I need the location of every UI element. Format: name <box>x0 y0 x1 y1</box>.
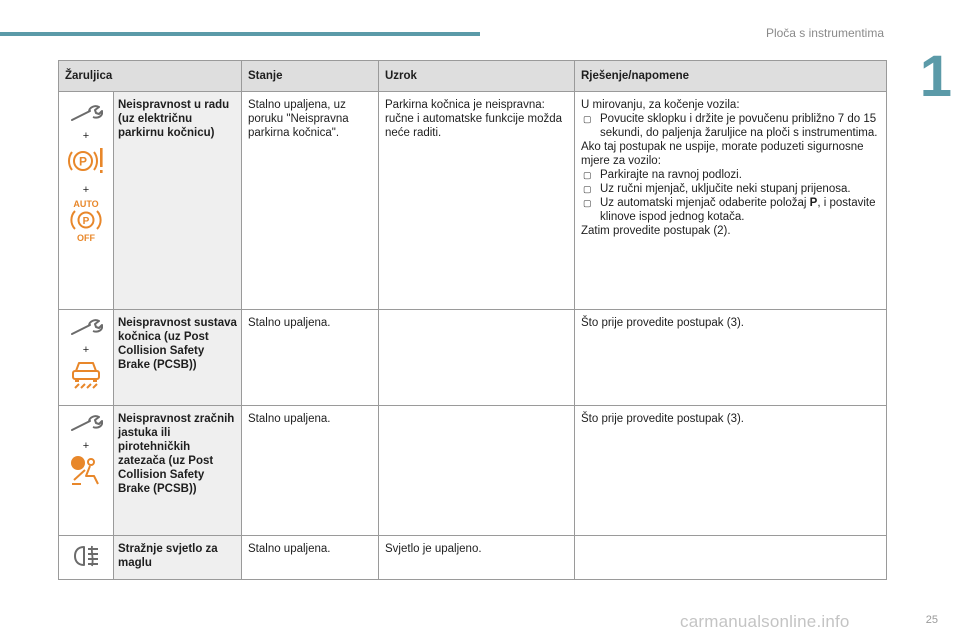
brake-warning-icon <box>67 144 105 182</box>
icon-cell <box>59 92 114 310</box>
cause-text: Svjetlo je upaljeno. <box>379 536 575 580</box>
safety-steps <box>581 168 880 224</box>
solution-intro: U mirovanju, za kočenje vozila: <box>581 99 740 111</box>
wrench-icon <box>69 104 103 128</box>
list-item: ▢ Uz ručni mjenjač, uključite neki stupanj prijenosa. <box>581 182 880 196</box>
cause-text: Parkirna kočnica je neispravna: ručne i automatske funkcije možda neće raditi. <box>379 92 575 310</box>
table-row <box>59 406 887 536</box>
cause-text <box>379 406 575 536</box>
plus-sign: + <box>82 184 90 196</box>
svg-text:P: P <box>82 216 90 227</box>
gear-position-p: P <box>809 197 818 209</box>
plus-sign: + <box>82 130 90 142</box>
state-text: Stalno upaljena. <box>242 406 379 536</box>
header-cause: Uzrok <box>379 61 575 92</box>
section-title: Ploča s instrumentima <box>765 26 884 40</box>
solution-steps <box>581 112 880 140</box>
chapter-number: 1 <box>919 44 952 109</box>
solution-text: Što prije provedite postupak (3). <box>575 310 887 406</box>
wrench-icon <box>69 318 103 342</box>
svg-text:P: P <box>78 154 88 169</box>
warning-name: Neispravnost sustava kočnica (uz Post Collision Safety Brake (PCSB)) <box>114 310 242 406</box>
icon-cell <box>59 536 114 580</box>
state-text: Stalno upaljena, uz poruku "Neispravna parkirna kočnica". <box>242 92 379 310</box>
auto-p-off-icon <box>68 198 104 246</box>
solution-middle: Ako taj postupak ne uspije, morate poduzeti sigurnosne mjere za vozilo: <box>581 141 864 167</box>
svg-text:AUTO: AUTO <box>73 199 99 209</box>
state-text: Stalno upaljena. <box>242 310 379 406</box>
header-accent-bar <box>0 32 480 36</box>
rear-fog-light-icon <box>72 558 100 570</box>
warning-name: Neispravnost zračnih jastuka ili pirotehničkih zatezača (uz Post Collision Safety Brake (PCSB)) <box>114 406 242 536</box>
table-row <box>59 536 887 580</box>
warning-lights-table <box>58 60 887 580</box>
solution-text <box>575 536 887 580</box>
table-header-row <box>59 61 887 92</box>
solution-text: Što prije provedite postupak (3). <box>575 406 887 536</box>
table-row <box>59 310 887 406</box>
icon-cell <box>59 310 114 406</box>
list-item: ▢ Parkirajte na ravnoj podlozi. <box>581 168 880 182</box>
warning-name: Neispravnost u radu (uz električnu parkirnu kočnicu) <box>114 92 242 310</box>
list-item: ▢ Povucite sklopku i držite je povučenu približno 7 do 15 sekundi, do paljenja žaruljice na ploči s instrumentima. <box>581 112 880 140</box>
header-solution: Rješenje/napomene <box>575 61 887 92</box>
solution-text <box>575 92 887 310</box>
airbag-icon <box>69 454 103 490</box>
list-item <box>581 196 880 224</box>
header-warning-light: Žaruljica <box>59 61 242 92</box>
watermark: carmanualsonline.info <box>680 612 850 631</box>
plus-sign: + <box>82 440 90 452</box>
pcsb-car-icon <box>69 358 103 394</box>
wrench-icon <box>69 414 103 438</box>
icon-cell <box>59 406 114 536</box>
list-item-text: , i postavite klinove ispod jednog kotača. <box>600 197 876 223</box>
header-state: Stanje <box>242 61 379 92</box>
page-number: 25 <box>925 614 938 626</box>
warning-name: Stražnje svjetlo za maglu <box>114 536 242 580</box>
cause-text <box>379 310 575 406</box>
svg-text:OFF: OFF <box>77 233 95 242</box>
plus-sign: + <box>82 344 90 356</box>
solution-outro: Zatim provedite postupak (2). <box>581 225 731 237</box>
state-text: Stalno upaljena. <box>242 536 379 580</box>
list-item-text: Uz automatski mjenjač odaberite položaj <box>600 197 810 209</box>
table-row <box>59 92 887 310</box>
